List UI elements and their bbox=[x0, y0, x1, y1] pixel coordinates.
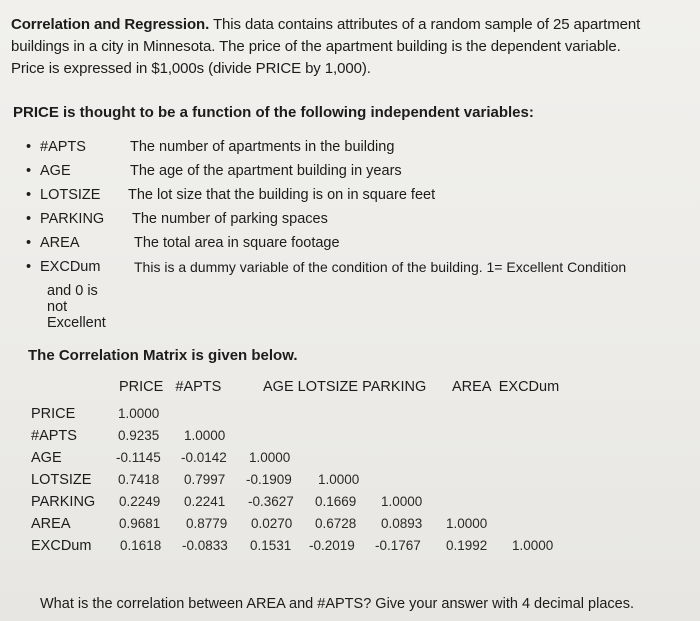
matrix-cell: -0.0142 bbox=[181, 450, 227, 465]
matrix-cell: 0.2249 bbox=[119, 494, 161, 509]
variable-name: LOTSIZE bbox=[40, 187, 101, 203]
matrix-header-price-apts: PRICE #APTS bbox=[119, 379, 222, 395]
matrix-cell: 0.8779 bbox=[186, 516, 228, 531]
intro-line-1: This data contains attributes of a random sample of 25 apartment bbox=[209, 16, 641, 33]
matrix-cell: 0.1669 bbox=[315, 494, 357, 509]
matrix-cell: 0.0893 bbox=[381, 516, 423, 531]
bullet-icon: • bbox=[26, 187, 32, 203]
variable-description: The total area in square footage bbox=[134, 235, 340, 251]
matrix-cell: 0.9235 bbox=[118, 428, 160, 443]
variable-description: The age of the apartment building in years bbox=[130, 163, 402, 179]
variable-name: AGE bbox=[40, 163, 71, 179]
matrix-cell: -0.0833 bbox=[182, 538, 228, 553]
matrix-cell: 1.0000 bbox=[318, 472, 360, 487]
row-label-excdum: EXCDum bbox=[31, 538, 92, 554]
matrix-cell: 1.0000 bbox=[446, 516, 488, 531]
matrix-cell: 0.1992 bbox=[446, 538, 488, 553]
matrix-cell: -0.1909 bbox=[246, 472, 292, 487]
matrix-cell: -0.3627 bbox=[248, 494, 294, 509]
matrix-cell: 1.0000 bbox=[184, 428, 226, 443]
matrix-cell: 0.1531 bbox=[250, 538, 292, 553]
variable-description: The number of parking spaces bbox=[132, 211, 328, 227]
matrix-header-age-lotsize-parking: AGE LOTSIZE PARKING bbox=[263, 379, 427, 395]
matrix-cell: 0.7997 bbox=[184, 472, 226, 487]
intro-bold-lead: Correlation and Regression. bbox=[11, 16, 210, 33]
row-label-price: PRICE bbox=[31, 406, 76, 422]
matrix-title: The Correlation Matrix is given below. bbox=[28, 347, 298, 364]
bullet-icon: • bbox=[26, 163, 32, 179]
bullet-icon: • bbox=[26, 139, 32, 155]
matrix-cell: 0.0270 bbox=[251, 516, 293, 531]
variable-description-continuation: and 0 is not Excellent bbox=[47, 283, 106, 331]
matrix-cell: -0.1145 bbox=[116, 450, 161, 465]
matrix-cell: 1.0000 bbox=[381, 494, 423, 509]
matrix-cell: 1.0000 bbox=[512, 538, 554, 553]
bullet-icon: • bbox=[26, 235, 32, 251]
intro-paragraph bbox=[11, 14, 681, 80]
bullet-icon: • bbox=[26, 211, 32, 227]
variable-description: The lot size that the building is on in square feet bbox=[128, 187, 436, 203]
matrix-cell: 0.6728 bbox=[315, 516, 357, 531]
matrix-cell: 0.1618 bbox=[120, 538, 162, 553]
row-label-apts: #APTS bbox=[31, 428, 77, 444]
matrix-cell: 0.7418 bbox=[118, 472, 160, 487]
variable-name: AREA bbox=[40, 235, 80, 251]
matrix-cell: 1.0000 bbox=[249, 450, 291, 465]
row-label-parking: PARKING bbox=[31, 494, 96, 510]
intro-line-3: Price is expressed in $1,000s (divide PRICE by 1,000). bbox=[11, 60, 371, 77]
intro-line-2: buildings in a city in Minnesota. The price of the apartment building is the dependent variable. bbox=[11, 38, 621, 55]
matrix-cell: 0.9681 bbox=[119, 516, 161, 531]
variable-name: PARKING bbox=[40, 211, 105, 227]
variable-description: The number of apartments in the building bbox=[130, 139, 395, 155]
variables-heading: PRICE is thought to be a function of the following independent variables: bbox=[13, 104, 534, 121]
matrix-cell: -0.1767 bbox=[375, 538, 421, 553]
row-label-area: AREA bbox=[31, 516, 71, 532]
question-text: What is the correlation between AREA and #APTS? Give your answer with 4 decimal places. bbox=[40, 596, 634, 612]
matrix-cell: 1.0000 bbox=[118, 406, 160, 421]
matrix-cell: -0.2019 bbox=[309, 538, 355, 553]
variable-name: #APTS bbox=[40, 139, 86, 155]
matrix-header-area-excdum: AREA EXCDum bbox=[452, 379, 560, 395]
variable-description: This is a dummy variable of the condition of the building. 1= Excellent Condition bbox=[134, 259, 627, 275]
bullet-icon: • bbox=[26, 259, 32, 275]
row-label-lotsize: LOTSIZE bbox=[31, 472, 92, 488]
row-label-age: AGE bbox=[31, 450, 62, 466]
matrix-cell: 0.2241 bbox=[184, 494, 226, 509]
variable-name: EXCDum bbox=[40, 259, 101, 275]
